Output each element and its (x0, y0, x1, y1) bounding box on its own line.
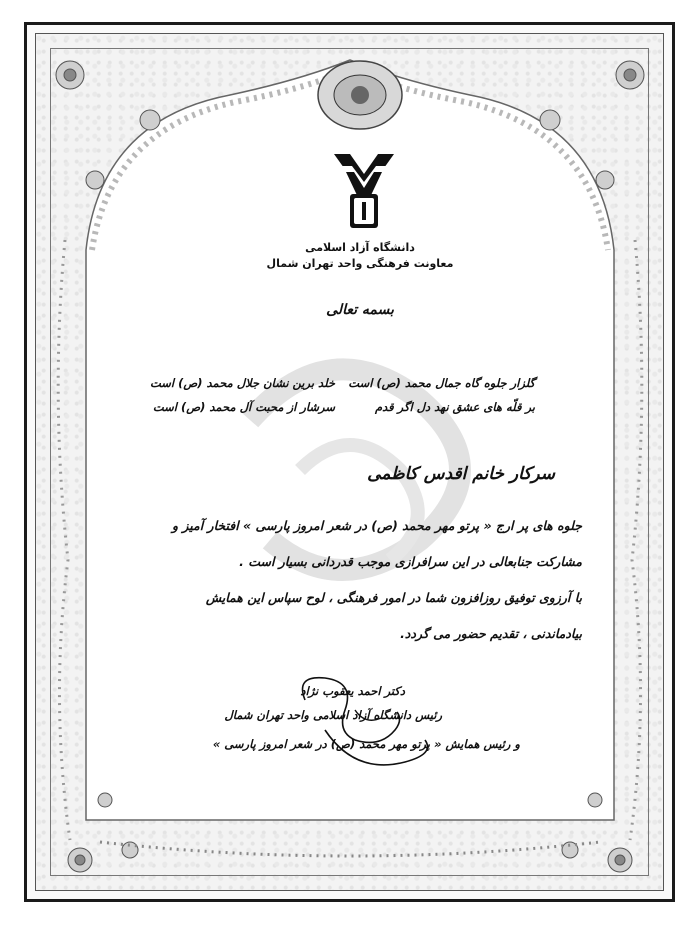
invocation: بسمه تعالی (326, 302, 394, 318)
signatory-name: دکتر احمد یعقوب نژاد (300, 684, 405, 698)
poem-verse-1-right: گلزار جلوه گاه جمال محمد (ص) است (348, 376, 535, 390)
recipient-name: سرکار خانم اقدس کاظمی (367, 464, 555, 484)
poem-verse-2-right: بر قلّه های عشق نهد دل اگر قدم (374, 400, 535, 414)
unit-name: معاونت فرهنگی واحد تهران شمال (266, 257, 454, 270)
signatory-title-1: رئیس دانشگاه آزاد اسلامی واحد تهران شمال (224, 708, 442, 722)
top-medallion-ornament (318, 61, 402, 129)
university-name: دانشگاه آزاد اسلامی (305, 241, 415, 254)
poem-verse-1-left: خلد برین نشان جلال محمد (ص) است (149, 376, 335, 390)
signatory-title-2: و رئیس همایش « پرتو مهر محمد (ص) در شعر امروز پارسی » (212, 737, 520, 751)
body-line-4: بیادماندنی ، تقدیم حضور می گردد. (400, 626, 582, 641)
university-logo (330, 148, 398, 232)
university-name-block (260, 240, 460, 272)
body-line-1: جلوه های پر ارج « پرتو مهر محمد (ص) در شعر امروز پارسی » افتخار آمیز و (171, 518, 582, 533)
poem-verse-2-left: سرشار از محبت آل محمد (ص) است (152, 400, 335, 414)
body-line-2: مشارکت جنابعالی در این سرافرازی موجب قدردانی بسیار است . (239, 554, 582, 569)
body-line-3: با آرزوی توفیق روزافزون شما در امور فرهنگی ، لوح سپاس این همایش (205, 590, 582, 605)
